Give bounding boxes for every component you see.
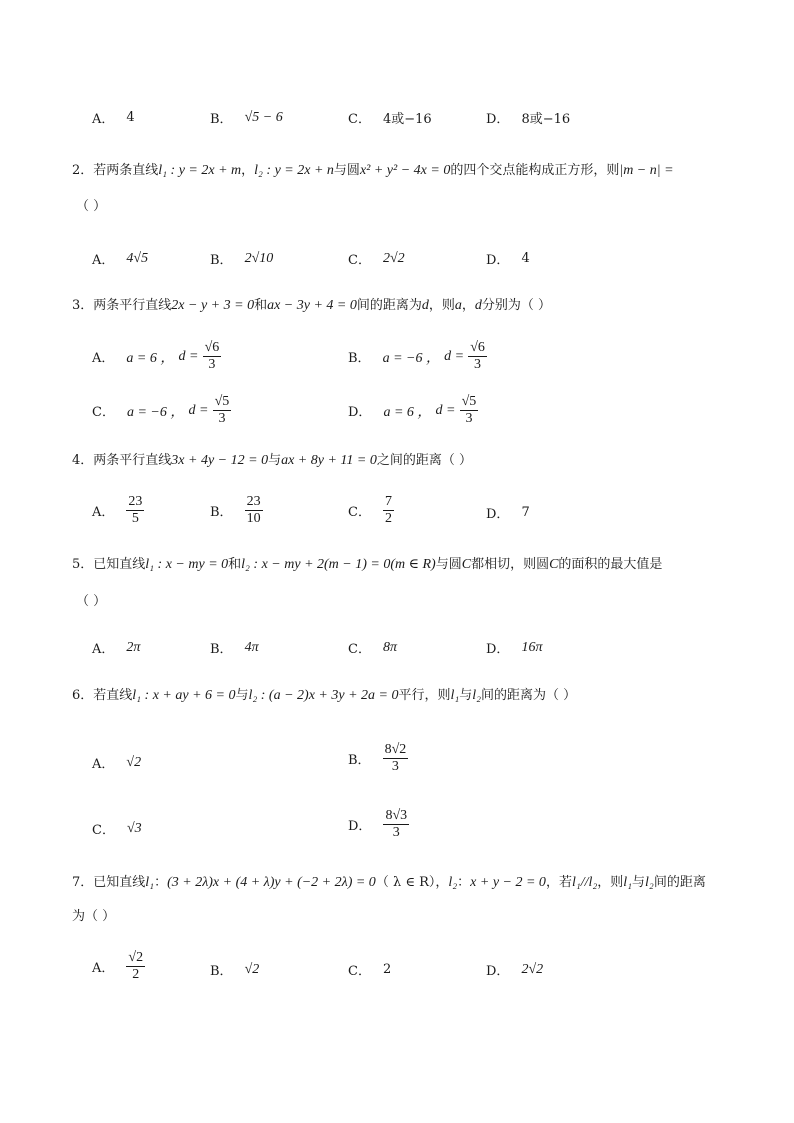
option-label: C． <box>348 253 371 268</box>
option-a-value: a = −6 ， <box>126 404 185 420</box>
option-label: A． <box>92 757 115 772</box>
q2-option-b[interactable] <box>210 249 273 268</box>
stem-text: 都相切，则圆 <box>471 557 550 572</box>
stem-text: ，则 <box>428 298 455 313</box>
parallel-condition: l₁//l₂ <box>571 875 598 890</box>
option-value: 16π <box>521 639 543 655</box>
q3-option-b[interactable] <box>348 340 487 373</box>
question-number: 4． <box>72 453 94 468</box>
option-a-value: a = −6 ， <box>382 350 440 366</box>
stem-text: 之间的距离（ ） <box>376 453 472 468</box>
line-l2: l₂ : (a − 2)x + 3y + 2a = 0 <box>248 688 399 703</box>
option-value: 7 <box>521 505 530 520</box>
option-d-value: d = <box>444 348 465 364</box>
option-value: 2π <box>126 639 141 655</box>
option-a-value: a = 6 ， <box>126 350 175 366</box>
fraction <box>383 742 409 775</box>
numerator: √2 <box>128 950 144 965</box>
q3-stem <box>72 297 551 315</box>
denominator: 10 <box>246 511 261 526</box>
q4-option-d[interactable] <box>486 503 530 522</box>
denominator: 3 <box>208 357 216 372</box>
option-label: B． <box>210 253 233 268</box>
numerator: √5 <box>214 394 230 409</box>
option-label: D． <box>348 405 372 420</box>
option-label: D． <box>486 964 510 979</box>
option-d-value: d = <box>188 402 209 418</box>
q7-option-d[interactable] <box>486 960 543 979</box>
option-label: A． <box>92 253 115 268</box>
option-value: 4 <box>126 110 135 125</box>
line-l2: l₂ <box>448 875 458 890</box>
stem-text: 与 <box>459 688 473 703</box>
question-number: 5． <box>72 557 94 572</box>
stem-text: 和 <box>254 298 268 313</box>
numerator: 8√3 <box>385 808 408 823</box>
numerator: 8√2 <box>384 742 407 757</box>
stem-text: 已知直线 <box>93 875 146 890</box>
q6-option-a[interactable] <box>92 753 141 772</box>
option-a-value: a = 6 ， <box>383 404 432 420</box>
stem-text: 两条平行直线 <box>93 453 172 468</box>
option-value: √3 <box>126 820 142 836</box>
q5-option-a[interactable] <box>92 638 140 657</box>
stem-text: 间的距离为 <box>356 298 422 313</box>
q5-stem <box>72 556 662 574</box>
option-label: D． <box>486 112 510 127</box>
stem-text: 平行，则 <box>398 688 451 703</box>
option-label: A． <box>92 961 115 976</box>
question-number: 6． <box>72 688 94 703</box>
stem-text: 与 <box>268 453 282 468</box>
line-equation-2: ax − 3y + 4 = 0 <box>267 298 357 313</box>
condition: （ λ ∈ R）， <box>375 875 449 890</box>
line-l1-ref: l₁ <box>450 688 460 703</box>
q6-option-b[interactable] <box>348 742 408 775</box>
denominator: 3 <box>465 411 473 426</box>
fraction <box>213 394 232 427</box>
numerator: √6 <box>204 340 220 355</box>
fraction <box>203 340 222 373</box>
denominator: 3 <box>391 759 399 774</box>
option-value: 4或−16 <box>382 112 432 127</box>
denominator: 2 <box>384 511 392 526</box>
denominator: 2 <box>132 967 140 982</box>
q7-option-c[interactable] <box>348 960 391 979</box>
abs-expression: |m − n| = <box>619 163 674 178</box>
q1-option-b[interactable] <box>210 108 283 127</box>
variable-d: d <box>474 298 482 313</box>
q1-option-d[interactable] <box>486 108 570 127</box>
line-equation-2: ax + 8y + 11 = 0 <box>281 453 377 468</box>
line-equation-1: (3 + 2λ)x + (4 + λ)y + (−2 + 2λ) = 0 <box>167 875 376 890</box>
option-label: A． <box>92 351 115 366</box>
option-label: C． <box>348 642 371 657</box>
numerator: √6 <box>470 340 485 355</box>
line-l2: l₂ : y = 2x + n <box>254 163 334 178</box>
line-l1: l₁ : x + ay + 6 = 0 <box>132 688 236 703</box>
stem-text: 若两条直线 <box>93 163 159 178</box>
variable-a: a <box>454 298 462 313</box>
denominator: 3 <box>474 357 482 372</box>
q1-option-c[interactable] <box>348 108 432 127</box>
stem-text: 与圆 <box>435 557 462 572</box>
q3-option-c[interactable] <box>92 394 231 427</box>
option-label: B． <box>210 112 233 127</box>
denominator: 3 <box>218 411 226 426</box>
option-label: D． <box>486 253 510 268</box>
option-label: B． <box>348 753 371 768</box>
option-value: 4√5 <box>126 250 149 266</box>
option-label: B． <box>210 964 233 979</box>
option-label: C． <box>92 405 115 420</box>
q5-answer-paren: （ ） <box>76 594 107 609</box>
option-label: C． <box>348 112 371 127</box>
fraction <box>383 494 394 527</box>
line-l2: l₂ : x − my + 2(m − 1) = 0(m ∈ R) <box>241 557 436 572</box>
q5-option-d[interactable] <box>486 638 542 657</box>
stem-text: 间的距离为（ ） <box>481 688 577 703</box>
line-equation-1: 2x − y + 3 = 0 <box>171 298 255 313</box>
fraction <box>126 494 144 527</box>
option-label: C． <box>92 823 115 838</box>
q3-option-a[interactable] <box>92 340 221 373</box>
option-value: √2 <box>126 754 142 770</box>
numerator: 7 <box>384 494 392 509</box>
line-l1: l₁ : y = 2x + m <box>158 163 242 178</box>
option-value: 2√10 <box>244 250 274 266</box>
question-number: 7． <box>72 875 94 890</box>
option-label: B． <box>210 642 233 657</box>
option-value: 4π <box>244 639 259 655</box>
q4-option-c[interactable] <box>348 494 394 527</box>
option-value: 4 <box>521 251 530 266</box>
option-value: 2√2 <box>382 250 405 266</box>
question-number: 2． <box>72 163 94 178</box>
q2-option-a[interactable] <box>92 249 148 268</box>
stem-text: ，若 <box>545 875 572 890</box>
denominator: 5 <box>131 511 139 526</box>
option-value: 2√2 <box>521 961 544 977</box>
q1-option-a[interactable] <box>92 108 135 127</box>
numerator: 23 <box>246 494 261 509</box>
q7-option-a[interactable] <box>92 950 145 983</box>
option-value: 8π <box>382 639 397 655</box>
q3-option-d[interactable] <box>348 394 478 427</box>
option-label: D． <box>486 507 510 522</box>
stem-text: ： <box>457 875 471 890</box>
stem-text: 与圆 <box>333 163 360 178</box>
question-number: 3． <box>72 298 94 313</box>
option-label: A． <box>92 642 115 657</box>
line-l1: l₁ <box>145 875 155 890</box>
option-label: A． <box>92 112 115 127</box>
denominator: 3 <box>392 825 400 840</box>
stem-text: ， <box>461 298 475 313</box>
q2-option-d[interactable] <box>486 249 530 268</box>
stem-text: 已知直线 <box>93 557 146 572</box>
option-value: 2 <box>382 962 392 977</box>
option-value: √2 <box>244 961 260 977</box>
stem-text: ： <box>154 875 168 890</box>
option-d-value: d = <box>435 402 456 418</box>
q4-option-a[interactable] <box>92 494 144 527</box>
line-equation-2: x + y − 2 = 0 <box>470 875 546 890</box>
line-l1-ref: l₁ <box>623 875 633 890</box>
line-l2-ref: l₂ <box>472 688 482 703</box>
q4-option-b[interactable] <box>210 494 263 527</box>
q2-option-c[interactable] <box>348 249 405 268</box>
q4-stem <box>72 452 472 470</box>
option-label: B． <box>348 351 371 366</box>
q7-stem-continued: 为（ ） <box>72 909 116 924</box>
stem-text: 的四个交点能构成正方形，则 <box>450 163 620 178</box>
stem-text: 若直线 <box>93 688 133 703</box>
option-value: √5 − 6 <box>244 109 283 125</box>
option-label: B． <box>210 505 233 520</box>
option-label: D． <box>348 819 372 834</box>
stem-text: ，则 <box>597 875 624 890</box>
fraction <box>126 950 145 983</box>
numerator: √5 <box>461 394 477 409</box>
line-l2-ref: l₂ <box>645 875 654 890</box>
numerator: 23 <box>128 494 143 509</box>
stem-text: 分别为（ ） <box>481 298 552 313</box>
option-label: C． <box>348 505 371 520</box>
stem-text: 和 <box>228 557 242 572</box>
q6-option-c[interactable] <box>92 819 142 838</box>
option-value: 8或−16 <box>521 112 571 127</box>
option-label: C． <box>348 964 371 979</box>
q2-answer-paren: （ ） <box>76 199 107 214</box>
fraction <box>460 394 479 427</box>
q7-option-b[interactable] <box>210 960 259 979</box>
stem-text: 间的距离 <box>653 875 706 890</box>
fraction <box>245 494 263 527</box>
q5-option-c[interactable] <box>348 638 397 657</box>
stem-text: 的面积的最大值是 <box>558 557 663 572</box>
stem-text: 与 <box>632 875 646 890</box>
circle-c: C <box>461 557 472 572</box>
q6-stem <box>72 687 576 705</box>
fraction <box>383 808 409 841</box>
stem-text: 与 <box>235 688 249 703</box>
line-l1: l₁ : x − my = 0 <box>145 557 229 572</box>
stem-text: ， <box>241 163 255 178</box>
fraction <box>468 340 487 373</box>
option-label: D． <box>486 642 510 657</box>
q5-option-b[interactable] <box>210 638 259 657</box>
stem-text: 两条平行直线 <box>93 298 172 313</box>
variable-d: d <box>421 298 429 313</box>
option-label: A． <box>92 505 115 520</box>
q6-option-d[interactable] <box>348 808 409 841</box>
circle-c: C <box>549 557 559 572</box>
q2-stem <box>72 162 674 180</box>
line-equation-1: 3x + 4y − 12 = 0 <box>171 453 269 468</box>
option-d-value: d = <box>178 348 199 364</box>
circle-equation: x² + y² − 4x = 0 <box>359 163 451 178</box>
q7-stem <box>72 874 706 892</box>
